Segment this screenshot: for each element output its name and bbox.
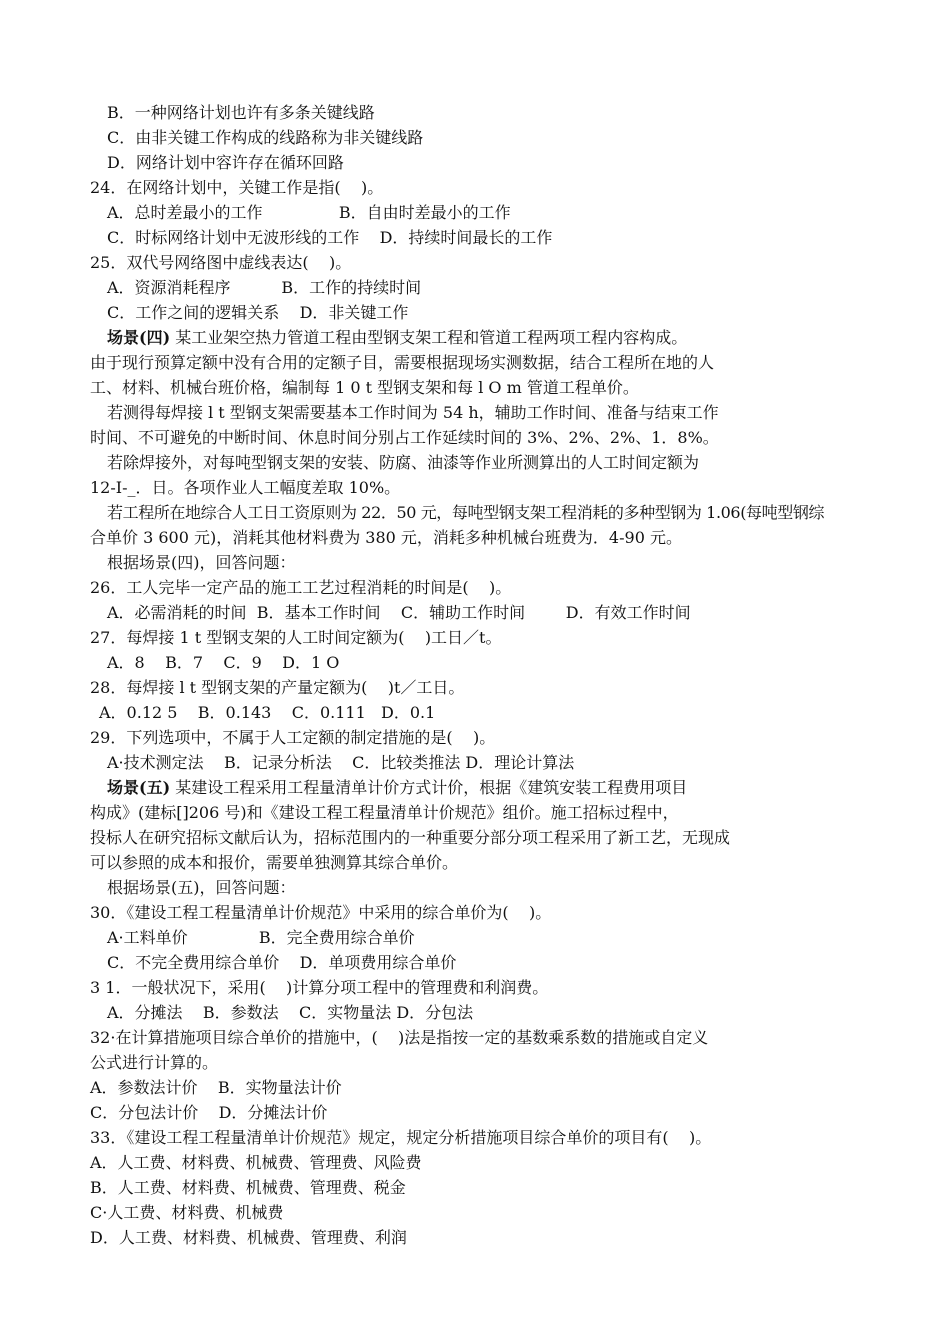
option-d-line: D．网络计划中容许存在循环回路 bbox=[107, 153, 344, 172]
question-28: 28．每焊接 l t 型钢支架的产量定额为( )t／工日。 bbox=[90, 678, 465, 697]
question-31-options: A．分摊法 B．参数法 C．实物量法 D．分包法 bbox=[107, 1003, 474, 1022]
scenario-5-prompt: 根据场景(五)，回答问题： bbox=[107, 878, 296, 897]
scenario-4-paragraph: 合单价 3 600 元)，消耗其他材料费为 380 元，消耗多种机械台班费为．4-90 元。 bbox=[90, 528, 682, 547]
scenario-5-paragraph: 构成》(建标[]206 号)和《建设工程工程量清单计价规范》组价。施工招标过程中， bbox=[90, 803, 679, 822]
option-c-line: C．由非关键工作构成的线路称为非关键线路 bbox=[107, 128, 424, 147]
scenario-4-paragraph: 由于现行预算定额中没有合用的定额子目，需要根据现场实测数据，结合工程所在地的人 bbox=[90, 353, 715, 372]
question-33-option-d: D．人工费、材料费、机械费、管理费、利润 bbox=[90, 1228, 407, 1247]
scenario-5-paragraph: 可以参照的成本和报价，需要单独测算其综合单价。 bbox=[90, 853, 459, 872]
option-b-line: B．一种网络计划也许有多条关键线路 bbox=[107, 103, 375, 122]
scenario-4-label: 场景(四) bbox=[107, 328, 171, 347]
question-30-options-ab: A·工料单价 B．完全费用综合单价 bbox=[107, 928, 415, 947]
scenario-5-label: 场景(五) bbox=[107, 778, 171, 797]
scenario-4-paragraph: 12-I-_．日。各项作业人工幅度差取 10%。 bbox=[90, 478, 401, 497]
scenario-5-paragraph: 投标人在研究招标文献后认为，招标范围内的一种重要分部分项工程采用了新工艺，无现成 bbox=[90, 828, 731, 847]
question-30-options-cd: C．不完全费用综合单价 D．单项费用综合单价 bbox=[107, 953, 457, 972]
scenario-4-paragraph: 时间、不可避免的中断时间、休息时间分别占工作延续时间的 3%、2%、2%、1．8%。 bbox=[90, 428, 719, 447]
scenario-4-paragraph: 若除焊接外，对每吨型钢支架的安装、防腐、油漆等作业所测算出的人工时间定额为 bbox=[107, 453, 700, 472]
question-27-options: A．8 B．7 C．9 D．1 O bbox=[107, 653, 340, 672]
question-32-continued: 公式进行计算的。 bbox=[90, 1053, 219, 1072]
question-33-option-c: C·人工费、材料费、机械费 bbox=[90, 1203, 284, 1222]
question-33-option-a: A．人工费、材料费、机械费、管理费、风险费 bbox=[90, 1153, 422, 1172]
question-30: 30．《建设工程工程量清单计价规范》中采用的综合单价为( )。 bbox=[90, 903, 552, 922]
question-33-option-b: B．人工费、材料费、机械费、管理费、税金 bbox=[90, 1178, 406, 1197]
question-32: 32·在计算措施项目综合单价的措施中，( )法是指按一定的基数乘系数的措施或自定义 bbox=[90, 1028, 709, 1047]
question-33: 33．《建设工程工程量清单计价规范》规定，规定分析措施项目综合单价的项目有( )。 bbox=[90, 1128, 712, 1147]
question-24-options-cd: C．时标网络计划中无波形线的工作 D．持续时间最长的工作 bbox=[107, 228, 553, 247]
question-29-options: A·技术测定法 B．记录分析法 C．比较类推法 D．理论计算法 bbox=[107, 753, 575, 772]
scenario-5-intro: 某建设工程采用工程量清单计价方式计价，根据《建筑安装工程费用项目 bbox=[170, 778, 688, 797]
question-25-options-ab: A．资源消耗程序 B．工作的持续时间 bbox=[107, 278, 422, 297]
question-32-options-ab: A．参数法计价 B．实物量法计价 bbox=[90, 1078, 342, 1097]
question-29: 29．下列选项中，不属于人工定额的制定措施的是( )。 bbox=[90, 728, 496, 747]
question-24-options-ab: A．总时差最小的工作 B．自由时差最小的工作 bbox=[107, 203, 511, 222]
scenario-4-prompt: 根据场景(四)，回答问题： bbox=[107, 553, 296, 572]
question-32-options-cd: C．分包法计价 D．分摊法计价 bbox=[90, 1103, 328, 1122]
scenario-4-paragraph: 若测得每焊接 l t 型钢支架需要基本工作时间为 54 h，辅助工作时间、准备与结束工作 bbox=[107, 403, 719, 422]
question-24: 24．在网络计划中，关键工作是指( )。 bbox=[90, 178, 384, 197]
scenario-4-paragraph: 工、材料、机械台班价格，编制每 1 0 t 型钢支架和每 l O m 管道工程单价。 bbox=[90, 378, 639, 397]
question-25: 25．双代号网络图中虚线表达( )。 bbox=[90, 253, 352, 272]
scenario-5-heading bbox=[107, 777, 687, 799]
scenario-4-intro: 某工业架空热力管道工程由型钢支架工程和管道工程两项工程内容构成。 bbox=[170, 328, 688, 347]
question-26-options: A．必需消耗的时间 B．基本工作时间 C．辅助工作时间 D．有效工作时间 bbox=[107, 603, 691, 622]
question-28-options: A．0.12 5 B．0.143 C．0.111 D．0.1 bbox=[99, 703, 436, 722]
question-27: 27．每焊接 1 t 型钢支架的人工时间定额为( )工日／t。 bbox=[90, 628, 502, 647]
scenario-4-heading bbox=[107, 327, 687, 349]
question-25-options-cd: C．工作之间的逻辑关系 D．非关键工作 bbox=[107, 303, 409, 322]
scenario-4-paragraph: 若工程所在地综合人工日工资原则为 22．50 元，每吨型钢支架工程消耗的多种型钢为 1.06(每吨型钢综 bbox=[107, 503, 825, 522]
question-31: 3 1．一般状况下，采用( )计算分项工程中的管理费和利润费。 bbox=[90, 978, 549, 997]
question-26: 26．工人完毕一定产品的施工工艺过程消耗的时间是( )。 bbox=[90, 578, 512, 597]
